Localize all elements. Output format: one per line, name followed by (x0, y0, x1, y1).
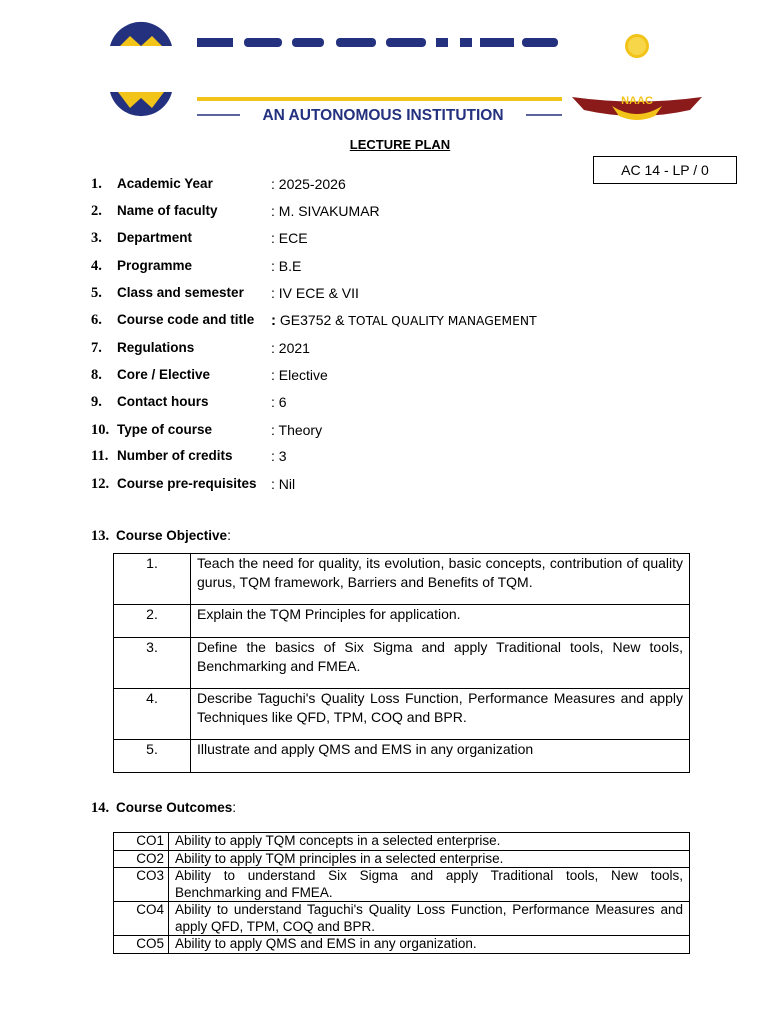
detail-value-code: GE3752 & (276, 312, 349, 328)
section-number: 14. (91, 800, 110, 816)
detail-label: Contact hours (117, 394, 209, 409)
detail-value-colon: : (271, 312, 276, 329)
detail-number: 9. (91, 394, 102, 410)
outcome-code: CO2 (114, 850, 169, 868)
detail-number: 10. (91, 422, 110, 438)
objective-number: 1. (114, 554, 191, 605)
letterhead-graphic (0, 0, 768, 135)
section-colon: : (227, 527, 231, 543)
outcome-code: CO4 (114, 902, 169, 936)
letterhead (0, 0, 768, 135)
detail-row (91, 256, 691, 276)
objective-row (114, 689, 690, 740)
detail-value: : Nil (271, 476, 296, 492)
svg-text:NAAC: NAAC (621, 95, 653, 107)
naac-seal-logo (572, 34, 702, 120)
detail-label: Regulations (117, 340, 195, 355)
detail-number: 5. (91, 285, 102, 301)
detail-label: Department (117, 230, 193, 245)
outcome-code: CO1 (114, 833, 169, 851)
detail-row (91, 474, 691, 494)
detail-value: : 2021 (271, 340, 310, 356)
detail-value-title: TOTAL QUALITY MANAGEMENT (348, 314, 537, 328)
detail-value: : IV ECE & VII (271, 285, 359, 301)
detail-row (91, 310, 691, 330)
detail-number: 1. (91, 176, 102, 192)
detail-row (91, 446, 691, 466)
objective-row (114, 638, 690, 689)
detail-row (91, 283, 691, 303)
outcome-text: Ability to understand Taguchi's Quality Loss Function, Performance Measures and apply QFD, TPM, COQ and BPR. (169, 902, 690, 936)
detail-value: : 6 (271, 394, 287, 410)
outcome-row (114, 850, 690, 868)
detail-label: Class and semester (117, 285, 244, 300)
college-emblem-logo (110, 22, 172, 116)
detail-row (91, 365, 691, 385)
objective-text: Explain the TQM Principles for application. (191, 605, 690, 638)
outcome-text: Ability to apply TQM principles in a selected enterprise. (169, 850, 690, 868)
detail-number: 8. (91, 367, 102, 383)
section-title: Course Outcomes (116, 800, 233, 815)
objective-text: Define the basics of Six Sigma and apply Traditional tools, New tools, Benchmarking and FMEA. (191, 638, 690, 689)
objective-number: 5. (114, 740, 191, 773)
college-name-logo (197, 38, 558, 47)
objective-number: 4. (114, 689, 191, 740)
section-colon: : (232, 799, 237, 815)
outcome-row (114, 868, 690, 902)
gold-band (197, 97, 562, 101)
outcome-code: CO3 (114, 868, 169, 902)
detail-label: Programme (117, 258, 193, 273)
detail-number: 6. (91, 312, 102, 328)
course-outcomes-heading (91, 798, 236, 817)
objective-text: Illustrate and apply QMS and EMS in any organization (191, 740, 690, 773)
outcome-row (114, 936, 690, 954)
detail-label: Academic Year (117, 176, 213, 191)
detail-number: 2. (91, 203, 102, 219)
objective-row (114, 740, 690, 773)
objective-number: 3. (114, 638, 191, 689)
outcome-text: Ability to apply QMS and EMS in any organization. (169, 936, 690, 954)
detail-label: Core / Elective (117, 367, 211, 382)
outcome-row (114, 833, 690, 851)
outcome-code: CO5 (114, 936, 169, 954)
reference-code-box: AC 14 - LP / 0 (593, 156, 737, 184)
detail-value: : Theory (271, 422, 323, 438)
objective-row (114, 554, 690, 605)
document-title: LECTURE PLAN (349, 137, 451, 152)
detail-value: : 3 (271, 448, 287, 464)
detail-value: : B.E (271, 258, 302, 274)
outcome-text: Ability to understand Six Sigma and apply Traditional tools, New tools, Benchmarking and FMEA. (169, 868, 690, 902)
detail-row (91, 338, 691, 358)
objective-text: Teach the need for quality, its evolution, basic concepts, contribution of quality gurus, TQM framework, Barriers and Benefits of TQM. (191, 554, 690, 605)
detail-row (91, 420, 691, 440)
course-outcomes-table (113, 832, 690, 954)
detail-value: : Elective (271, 367, 328, 383)
tagline: AN AUTONOMOUS INSTITUTION (262, 107, 504, 124)
detail-label: Course code and title (117, 312, 255, 327)
detail-value: : M. SIVAKUMAR (271, 203, 380, 219)
detail-number: 3. (91, 230, 102, 246)
objective-text: Describe Taguchi's Quality Loss Function, Performance Measures and apply Techniques like QFD, TPM, COQ and BPR. (191, 689, 690, 740)
detail-number: 7. (91, 340, 102, 356)
section-number: 13. (91, 528, 110, 544)
detail-label: Number of credits (117, 448, 233, 463)
detail-value (271, 310, 537, 331)
detail-label: Type of course (117, 422, 213, 437)
objective-number: 2. (114, 605, 191, 638)
objective-row (114, 605, 690, 638)
detail-row (91, 174, 691, 194)
outcome-row (114, 902, 690, 936)
detail-number: 11. (91, 448, 109, 464)
section-title: Course Objective (116, 528, 228, 543)
detail-row (91, 228, 691, 248)
detail-label: Name of faculty (117, 203, 218, 218)
detail-value: : ECE (271, 230, 308, 246)
detail-label: Course pre-requisites (117, 476, 257, 491)
detail-value: : 2025-2026 (271, 176, 346, 192)
detail-row (91, 201, 691, 221)
detail-row (91, 392, 691, 412)
course-objective-heading (91, 526, 231, 545)
course-objective-table (113, 553, 690, 773)
outcome-text: Ability to apply TQM concepts in a selected enterprise. (169, 833, 690, 851)
detail-number: 12. (91, 476, 110, 492)
detail-number: 4. (91, 258, 102, 274)
